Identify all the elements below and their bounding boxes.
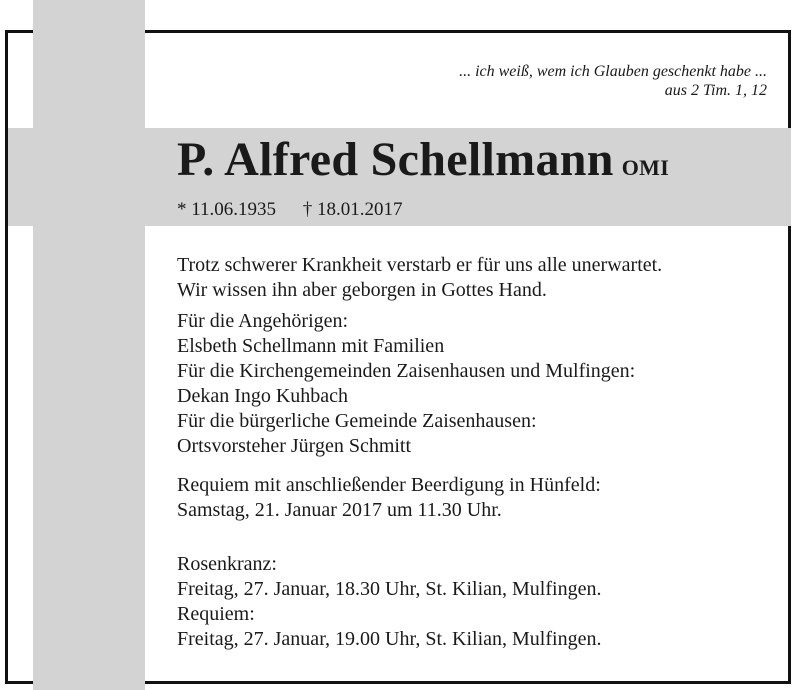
service-line: Freitag, 27. Januar, 18.30 Uhr, St. Kilian, Mulfingen. — [177, 578, 602, 600]
cross-vertical-bar — [33, 0, 145, 690]
bible-verse — [459, 62, 767, 100]
service-line: Rosenkranz: — [177, 553, 277, 575]
death-date: † 18.01.2017 — [302, 199, 403, 220]
service-line: Requiem: — [177, 603, 255, 625]
message-line: Trotz schwerer Krankheit verstarb er für uns alle unerwartet. — [177, 254, 663, 276]
mourner-line: Für die Kirchengemeinden Zaisenhausen und Mulfingen: — [177, 360, 636, 382]
mourner-line: Für die Angehörigen: — [177, 310, 349, 332]
notice-body — [177, 253, 662, 652]
life-dates — [177, 199, 425, 221]
order-suffix: OMI — [621, 155, 670, 180]
mourner-line: Elsbeth Schellmann mit Familien — [177, 335, 445, 357]
verse-reference: aus 2 Tim. 1, 12 — [664, 82, 767, 99]
message-line: Wir wissen ihn aber geborgen in Gottes Hand. — [177, 279, 547, 301]
funeral-line: Samstag, 21. Januar 2017 um 11.30 Uhr. — [177, 499, 502, 521]
service-line: Freitag, 27. Januar, 19.00 Uhr, St. Kilian, Mulfingen. — [177, 628, 602, 650]
funeral-line: Requiem mit anschließender Beerdigung in Hünfeld: — [177, 474, 601, 496]
deceased-name-text: P. Alfred Schellmann — [177, 133, 614, 186]
verse-quote: ... ich weiß, wem ich Glauben geschenkt habe ... — [459, 63, 767, 80]
mourner-line: Ortsvorsteher Jürgen Schmitt — [177, 435, 412, 457]
deceased-name — [177, 132, 669, 187]
mourner-line: Für die bürgerliche Gemeinde Zaisenhausen: — [177, 410, 537, 432]
mourner-line: Dekan Ingo Kuhbach — [177, 385, 349, 407]
birth-date: * 11.06.1935 — [177, 199, 277, 220]
